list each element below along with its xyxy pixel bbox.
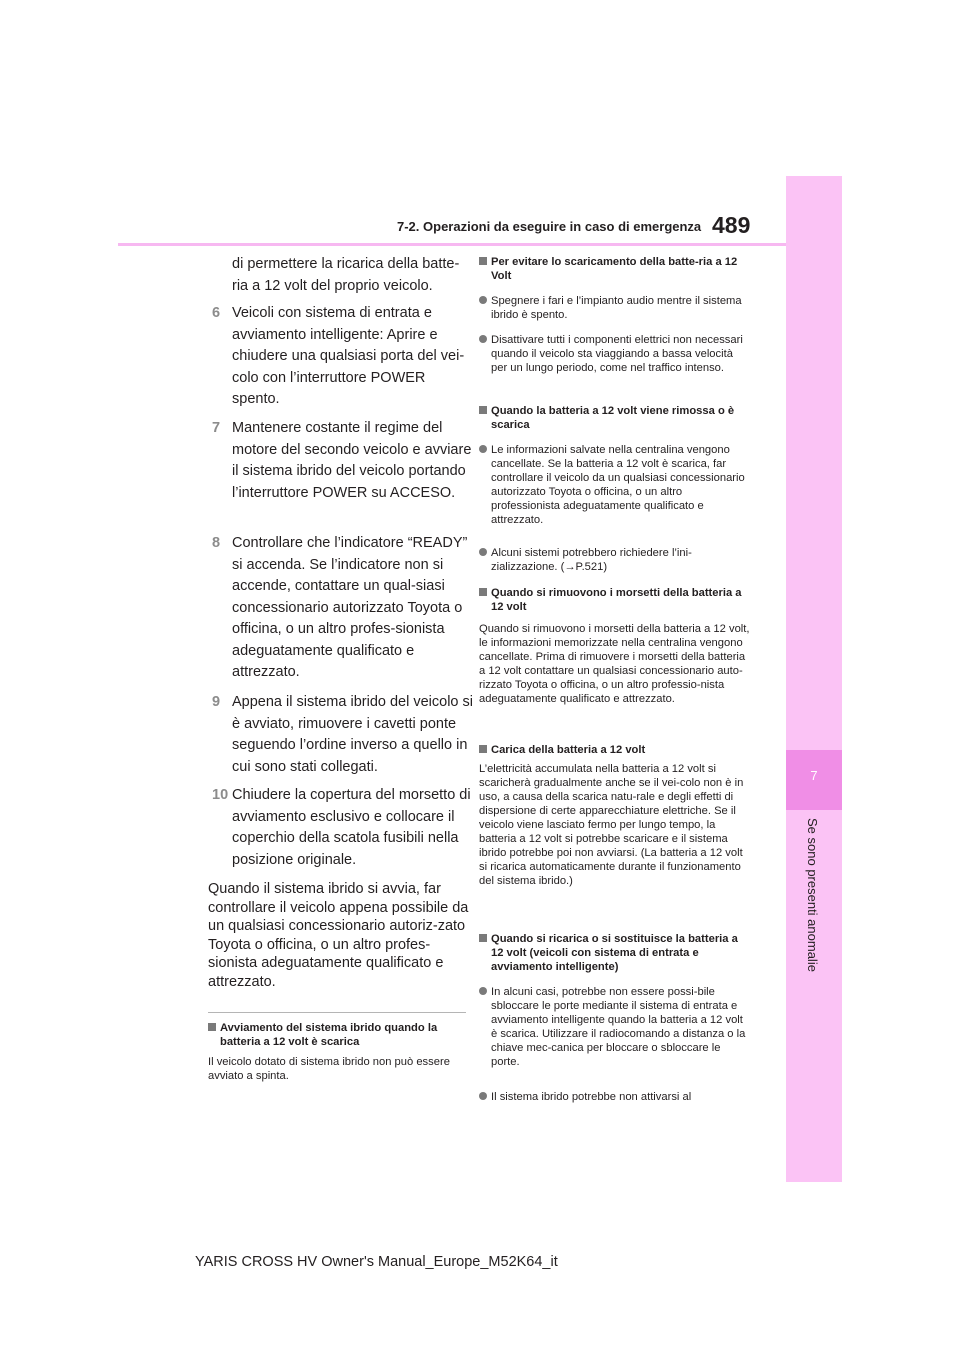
square-bullet-icon [479, 588, 487, 596]
round-bullet-icon [479, 548, 487, 556]
square-bullet-icon [479, 745, 487, 753]
round-bullet-icon [479, 335, 487, 343]
note-heading: Quando si rimuovono i morsetti della batteria a 12 volt [479, 586, 751, 614]
step-number: 8 [212, 535, 221, 551]
step-number: 10 [212, 787, 229, 803]
note-heading: Avviamento del sistema ibrido quando la batteria a 12 volt è scarica [208, 1021, 468, 1049]
step-text: Chiudere la copertura del morsetto di avviamento esclusivo e collocare il coperchio della scatola fusibili nella posizione originale. [232, 787, 471, 868]
note-heading: Per evitare lo scaricamento della batte-ria a 12 Volt [479, 255, 751, 283]
round-bullet-icon [479, 987, 487, 995]
note-heading: Quando si ricarica o si sostituisce la batteria a 12 volt (veicoli con sistema di entrata e avviamento intelligente) [479, 932, 751, 974]
page-number: 489 [712, 212, 751, 238]
square-bullet-icon [479, 406, 487, 414]
note-heading: Quando la batteria a 12 volt viene rimossa o è scarica [479, 404, 751, 432]
square-bullet-icon [479, 257, 487, 265]
round-bullet-icon [479, 445, 487, 453]
step-number: 9 [212, 694, 221, 710]
step-item [212, 418, 474, 504]
note-text: L’elettricità accumulata nella batteria a 12 volt si scaricherà gradualmente anche se il vei-colo non è in uso, a causa della scarica natu-rale e degli effetti di dispersione di certe apparecchiature elettriche. Se il veicolo viene lasciato fermo per lungo tempo, la batteria a 12 volt si potrebbe scaricare e il sistema ibrido potrebbe poi non avviarsi. (La batteria a 12 volt si ricarica automaticamente durante il funzionamento del sistema ibrido.) [479, 763, 744, 887]
note-text: Il veicolo dotato di sistema ibrido non può essere avviato a spinta. [208, 1056, 450, 1082]
step-text: Controllare che l’indicatore “READY” si accenda. Se l’indicatore non si accende, contattare un qual-siasi concessionario autorizzato Toyota o officina, o un altro profes-sionista adeguatamente qualificato e attrezzato. [232, 535, 468, 680]
section-title: 7-2. Operazioni da eseguire in caso di emergenza [397, 219, 702, 234]
step-item [212, 785, 474, 871]
footer-text: YARIS CROSS HV Owner's Manual_Europe_M52K64_it [195, 1254, 558, 1270]
round-bullet-icon [479, 296, 487, 304]
bullet-item: In alcuni casi, potrebbe non essere possi-bile sbloccare le porte mediante il sistema di entrata e avviamento intelligente quando la batteria a 12 volt è scarica. Utilizzare il radiocomando a distanza o la chiave mec-canica per bloccare o sbloccare le porte. [479, 985, 749, 1069]
step-number: 6 [212, 305, 221, 321]
round-bullet-icon [479, 1092, 487, 1100]
chapter-title: Se sono presenti anomalie [805, 818, 820, 972]
step-continuation-line: ria a 12 volt del proprio veicolo. [232, 278, 433, 294]
body-paragraph: Quando il sistema ibrido si avvia, far controllare il veicolo appena possibile da un qualsiasi concessionario autoriz-zato Toyota o officina, o un altro profes-sionista adeguatamente qualificato e attrezzato. [208, 881, 469, 990]
square-bullet-icon [208, 1023, 216, 1031]
step-text: Veicoli con sistema di entrata e avviamento intelligente: Aprire e chiudere una qualsiasi porta del vei-colo con l’interruttore POWER spento. [232, 305, 465, 407]
step-text: Appena il sistema ibrido del veicolo si è avviato, rimuovere i cavetti ponte seguendo l’ordine inverso a quello in cui sono stati collegati. [232, 694, 473, 775]
step-number: 7 [212, 420, 221, 436]
header-rule [118, 243, 786, 246]
chapter-tab [786, 176, 842, 1182]
bullet-item: Disattivare tutti i componenti elettrici non necessari quando il veicolo sta viaggiando a bassa velocità per un lungo periodo, come nel traffico intenso. [479, 333, 749, 375]
chapter-number: 7 [810, 768, 818, 783]
bullet-item: Le informazioni salvate nella centralina vengono cancellate. Se la batteria a 12 volt è scarica, far controllare il veicolo da un qualsiasi concessionario autorizzato Toyota o officina, o un altro professionista adeguatamente qualificato e attrezzato. [479, 443, 749, 527]
note-text: Quando si rimuovono i morsetti della batteria a 12 volt, le informazioni memorizzate nella centralina vengono cancellate. Prima di rimuovere i morsetti della batteria a 12 volt contattare un qualsiasi concessionario auto-rizzato Toyota o officina, o un altro professio-nista adeguatamente qualificato e attrezzato. [479, 623, 750, 705]
step-text: Mantenere costante il regime del motore del secondo veicolo e avviare il sistema ibrido del veicolo portando l’interruttore POWER su ACCESO. [232, 420, 472, 501]
divider [208, 1012, 466, 1013]
step-continuation-line: di permettere la ricarica della batte- [232, 256, 460, 272]
bullet-item: Spegnere i fari e l’impianto audio mentre il sistema ibrido è spento. [479, 294, 749, 322]
note-heading: Carica della batteria a 12 volt [479, 743, 751, 757]
bullet-item: Alcuni sistemi potrebbero richiedere l’ini-zializzazione. (→P.521) [479, 546, 749, 574]
step-item [212, 303, 474, 411]
step-item [212, 533, 474, 684]
step-item [212, 692, 474, 778]
bullet-item: Il sistema ibrido potrebbe non attivarsi al [479, 1090, 749, 1104]
square-bullet-icon [479, 934, 487, 942]
